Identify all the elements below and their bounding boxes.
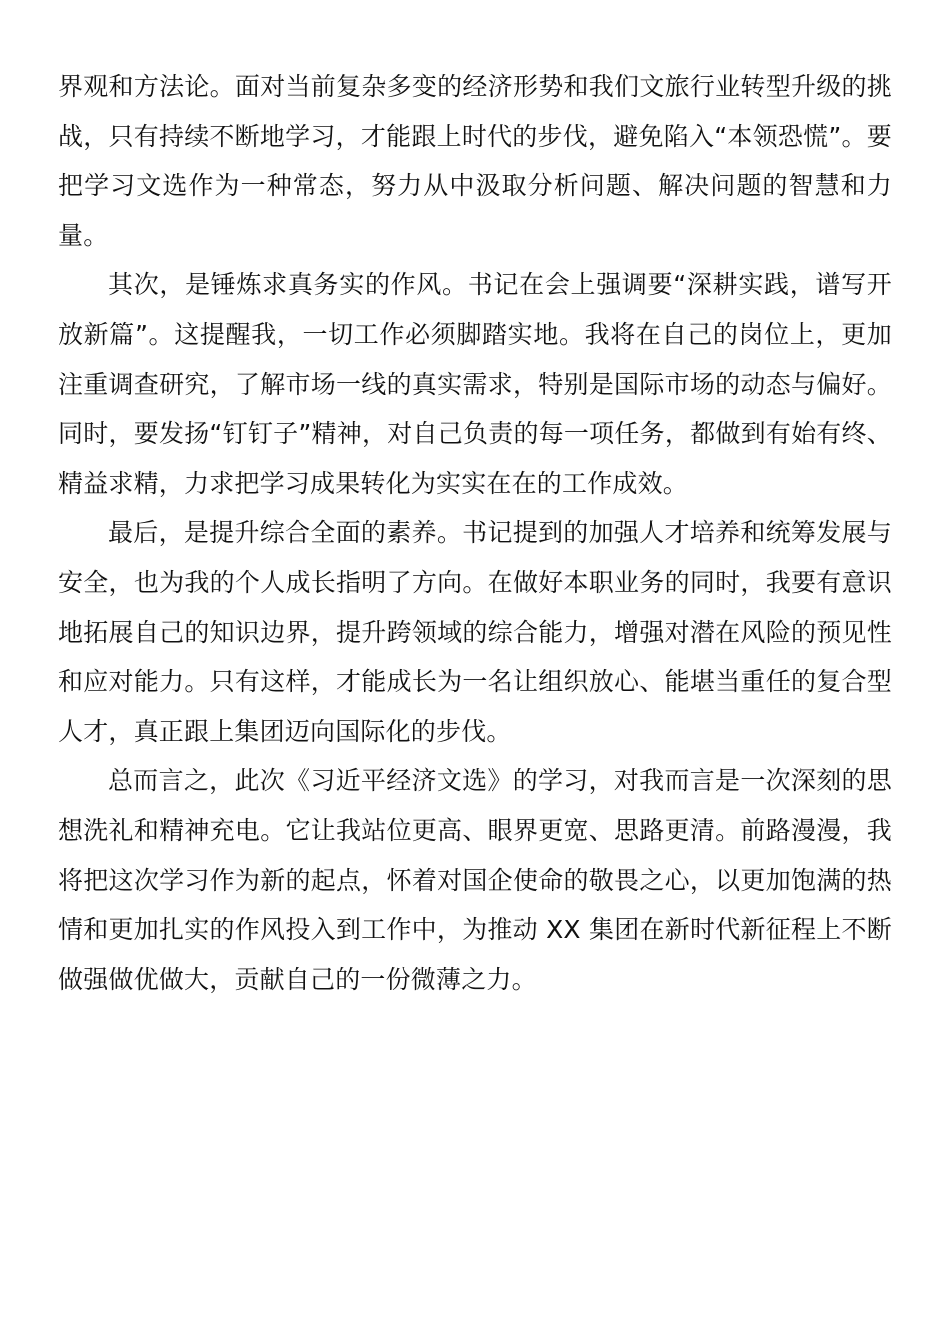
paragraph-work-style: 其次，是锤炼求真务实的作风。书记在会上强调要“深耕实践，谱写开放新篇”。这提醒我，一切工作必须脚踏实地。我将在自己的岗位上，更加注重调查研究，了解市场一线的真实需求，特别是国际市场的动态与偏好。同时，要发扬“钉钉子”精神，对自己负责的每一项任务，都做到有始有终、精益求精，力求把学习成果转化为实实在在的工作成效。 [58, 270, 892, 498]
paragraph-conclusion: 总而言之，此次《习近平经济文选》的学习，对我而言是一次深刻的思想洗礼和精神充电。它让我站位更高、眼界更宽、思路更清。前路漫漫，我将把这次学习作为新的起点，怀着对国企使命的敬畏之心，以更加饱满的热情和更加扎实的作风投入到工作中，为推动 XX 集团在新时代新征程上不断做强做优做大，贡献自己的一份微薄之力。 [58, 766, 892, 994]
paragraph-comprehensive-quality: 最后，是提升综合全面的素养。书记提到的加强人才培养和统筹发展与安全，也为我的个人成长指明了方向。在做好本职业务的同时，我要有意识地拓展自己的知识边界，提升跨领域的综合能力，增强对潜在风险的预见性和应对能力。只有这样，才能成长为一名让组织放心、能堪当重任的复合型人才，真正跟上集团迈向国际化的步伐。 [58, 518, 892, 746]
document-body [58, 62, 892, 1004]
paragraph-continuation: 界观和方法论。面对当前复杂多变的经济形势和我们文旅行业转型升级的挑战，只有持续不断地学习，才能跟上时代的步伐，避免陷入“本领恐慌”。要把学习文选作为一种常态，努力从中汲取分析问题、解决问题的智慧和力量。 [58, 72, 892, 250]
